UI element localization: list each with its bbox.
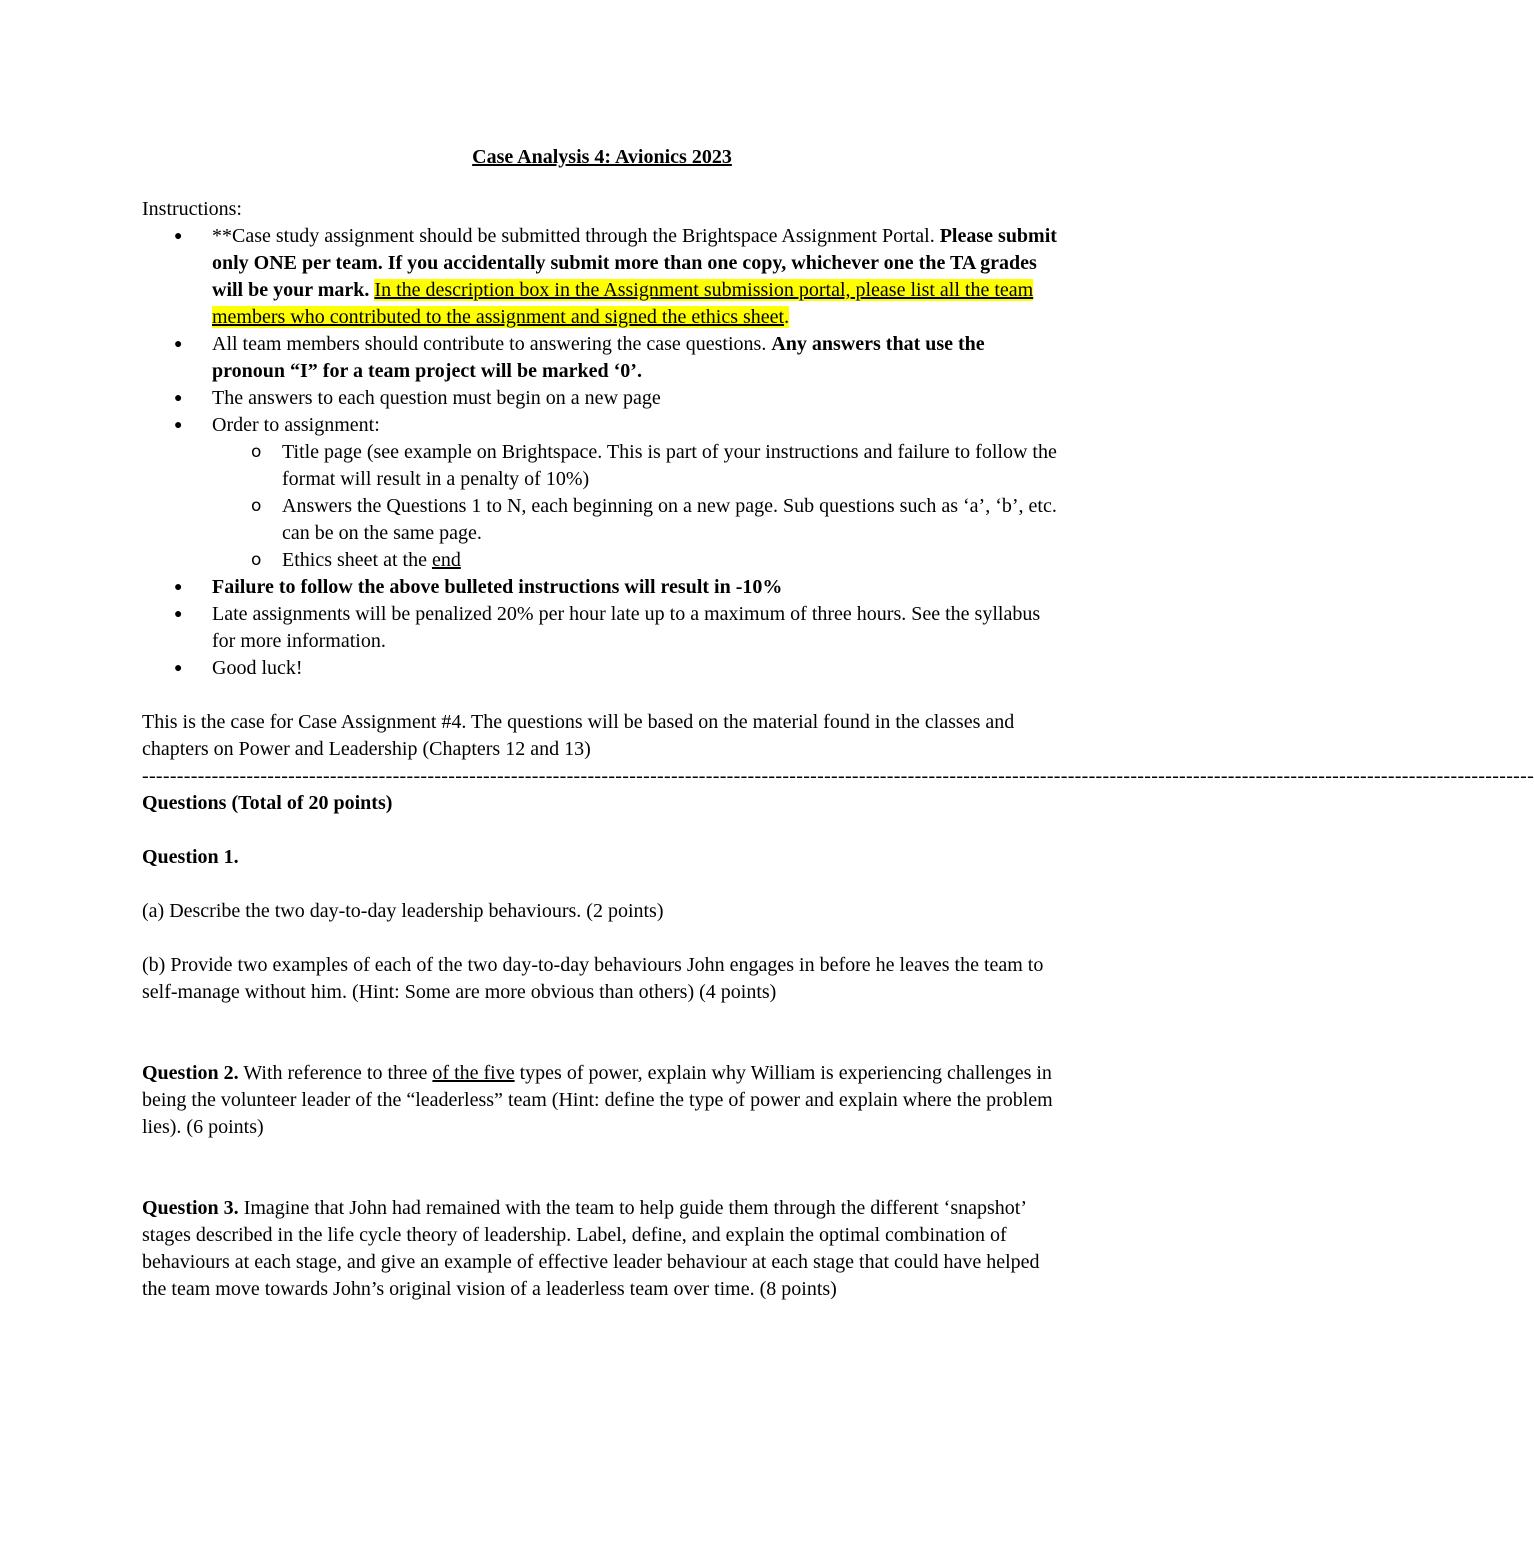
spacer <box>142 817 1062 844</box>
ethics-end-underlined: end <box>431 549 461 571</box>
questions-heading: Questions (Total of 20 points) <box>142 792 393 814</box>
ethics-text: Ethics sheet at the <box>282 549 432 571</box>
instruction-item-good-luck: ● Good luck! <box>142 655 1062 682</box>
document-title: Case Analysis 4: Avionics 2023 <box>472 146 732 168</box>
question-2-label: Question 2. <box>142 1062 239 1084</box>
contribution-text: All team members should contribute to answering the case questions. <box>212 333 772 355</box>
spacer <box>142 1006 1062 1060</box>
instruction-item-contribution <box>142 331 1062 385</box>
instruction-item-penalty: ● Failure to follow the above bulleted instructions will result in -10% <box>142 574 1062 601</box>
instruction-item-late: ● Late assignments will be penalized 20% per hour late up to a maximum of three hours. See the syllabus for more information. <box>142 601 1062 655</box>
document-content <box>142 144 1534 1303</box>
instruction-item-order <box>142 412 1062 574</box>
order-label: Order to assignment: <box>212 414 380 436</box>
divider-line: -------------------------------------------------------------------------------------------------------------------------------------------------------------------------------------------------------- <box>142 765 1534 787</box>
question-3-text: Imagine that John had remained with the team to help guide them through the different ‘snapshot’ stages described in the life cycle theory of leadership. Label, define, and explain the optimal combination of behaviours at each stage, and give an example of effective leader behaviour at each stage that could have helped the team move towards John’s original vision of a leaderless team over time. (8 points) <box>142 1197 1040 1300</box>
question-1a: (a) Describe the two day-to-day leadership behaviours. (2 points) <box>142 900 664 922</box>
spacer <box>142 925 1062 952</box>
question-2-text-pre: With reference to three <box>238 1062 433 1084</box>
submission-bold-text: Please submit only ONE per team. If you accidentally submit more than one copy, whichever one the TA grades will be your mark. <box>212 225 1057 301</box>
submission-highlighted-text: In the description box in the Assignment submission portal, please list all the team members who contributed to the assignment and signed the ethics sheet <box>212 279 1034 328</box>
question-3-label: Question 3. <box>142 1197 239 1219</box>
order-item-answers: o Answers the Questions 1 to N, each beginning on a new page. Sub questions such as ‘a’, ‘b’, etc. can be on the same page. <box>212 493 1062 547</box>
question-2-underlined: of the five <box>432 1062 515 1084</box>
question-2 <box>142 1060 1062 1141</box>
order-item-title-page: o Title page (see example on Brightspace. This is part of your instructions and failure to follow the format will result in a penalty of 10%) <box>212 439 1062 493</box>
submission-text: **Case study assignment should be submitted through the Brightspace Assignment Portal. <box>212 225 940 247</box>
question-1b: (b) Provide two examples of each of the two day-to-day behaviours John engages in before he leaves the team to self-manage without him. (Hint: Some are more obvious than others) (4 points) <box>142 954 1044 1003</box>
question-3 <box>142 1195 1062 1303</box>
submission-end-period: . <box>784 306 790 328</box>
contribution-bold-text: Any answers that use the pronoun “I” for a team project will be marked ‘0’. <box>212 333 985 382</box>
question-1-label: Question 1. <box>142 846 239 868</box>
order-item-ethics <box>212 547 1062 574</box>
spacer <box>142 871 1062 898</box>
instruction-item-submission <box>142 223 1062 331</box>
spacer <box>142 682 1062 709</box>
question-2-text-post: types of power, explain why William is experiencing challenges in being the volunteer leader of the “leaderless” team (Hint: define the type of power and explain where the problem lies). (6 points) <box>142 1062 1053 1138</box>
instructions-list <box>142 223 1062 682</box>
instruction-item-new-page: ● The answers to each question must begin on a new page <box>142 385 1062 412</box>
instructions-label: Instructions: <box>142 198 242 220</box>
order-sublist <box>212 439 1062 574</box>
spacer <box>142 1141 1062 1195</box>
case-intro: This is the case for Case Assignment #4. The questions will be based on the material found in the classes and chapters on Power and Leadership (Chapters 12 and 13) <box>142 711 1015 760</box>
